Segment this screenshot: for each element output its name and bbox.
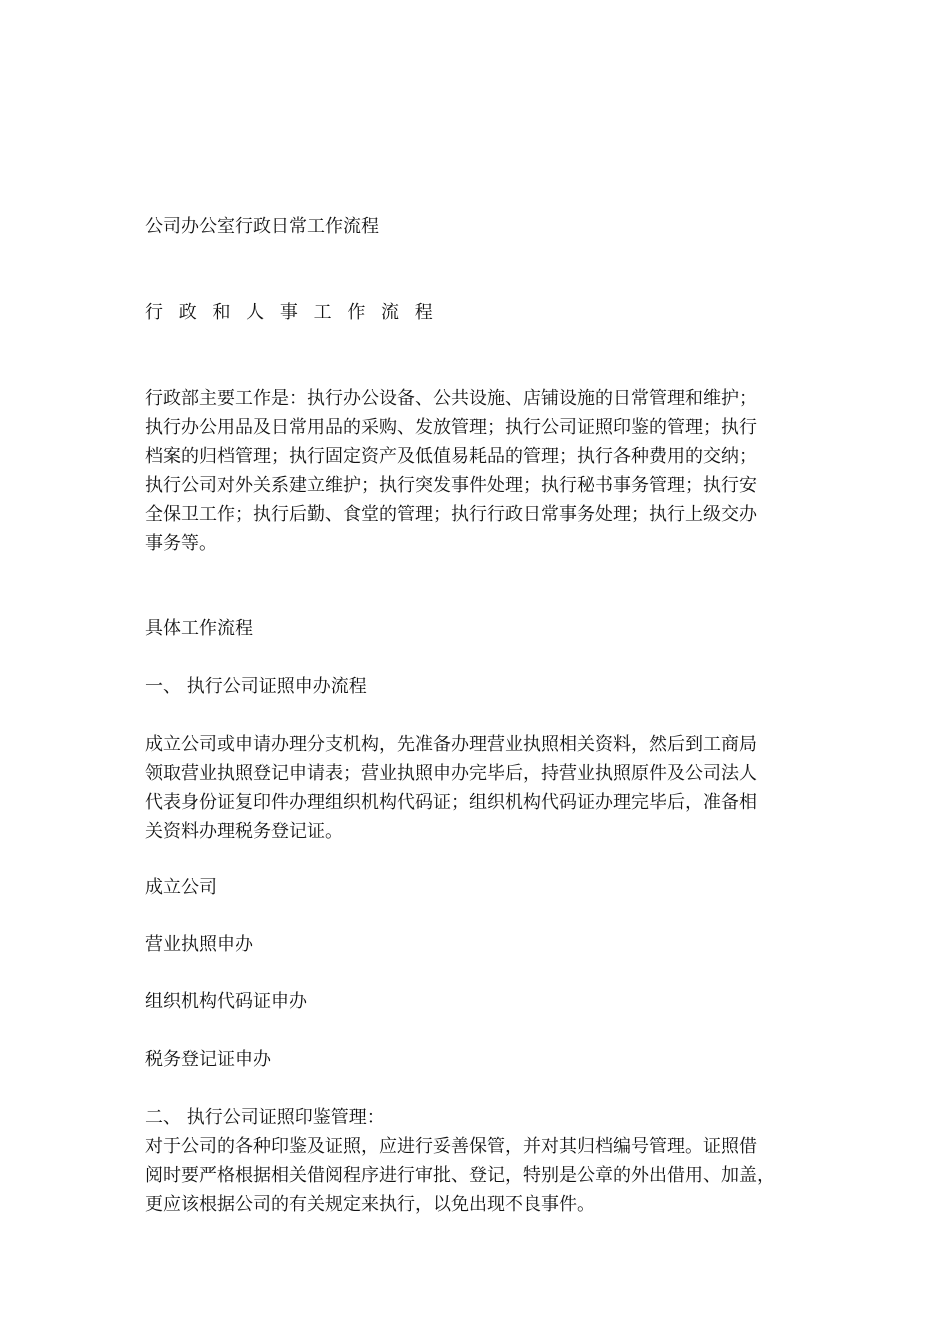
step-item: 营业执照申办 <box>145 934 253 955</box>
paragraph-line: 领取营业执照登记申请表；营业执照申办完毕后，持营业执照原件及公司法人 <box>145 763 757 784</box>
document-title: 公司办公室行政日常工作流程 <box>145 216 379 237</box>
section-heading: 行 政 和 人 事 工 作 流 程 <box>145 302 438 323</box>
paragraph-line: 代表身份证复印件办理组织机构代码证；组织机构代码证办理完毕后，准备相 <box>145 792 757 813</box>
paragraph-line: 行政部主要工作是：执行办公设备、公共设施、店铺设施的日常管理和维护； <box>145 388 757 409</box>
paragraph-line: 更应该根据公司的有关规定来执行，以免出现不良事件。 <box>145 1194 595 1215</box>
step-item: 组织机构代码证申办 <box>145 991 307 1012</box>
part2-heading: 二、 执行公司证照印鉴管理： <box>145 1107 385 1128</box>
paragraph-line: 关资料办理税务登记证。 <box>145 821 343 842</box>
paragraph-line: 执行公司对外关系建立维护；执行突发事件处理；执行秘书事务管理；执行安 <box>145 475 757 496</box>
paragraph-line: 事务等。 <box>145 533 217 554</box>
paragraph-line: 阅时要严格根据相关借阅程序进行审批、登记，特别是公章的外出借用、加盖， <box>145 1165 775 1186</box>
paragraph-line: 对于公司的各种印鉴及证照，应进行妥善保管，并对其归档编号管理。证照借 <box>145 1136 757 1157</box>
paragraph-line: 档案的归档管理；执行固定资产及低值易耗品的管理；执行各种费用的交纳； <box>145 446 757 467</box>
paragraph-line: 执行办公用品及日常用品的采购、发放管理；执行公司证照印鉴的管理；执行 <box>145 417 757 438</box>
part1-heading: 一、 执行公司证照申办流程 <box>145 676 367 697</box>
step-item: 税务登记证申办 <box>145 1049 271 1070</box>
paragraph-line: 全保卫工作；执行后勤、食堂的管理；执行行政日常事务处理；执行上级交办 <box>145 504 757 525</box>
workflow-heading: 具体工作流程 <box>145 618 253 639</box>
paragraph-line: 成立公司或申请办理分支机构，先准备办理营业执照相关资料，然后到工商局 <box>145 734 757 755</box>
step-item: 成立公司 <box>145 877 217 898</box>
